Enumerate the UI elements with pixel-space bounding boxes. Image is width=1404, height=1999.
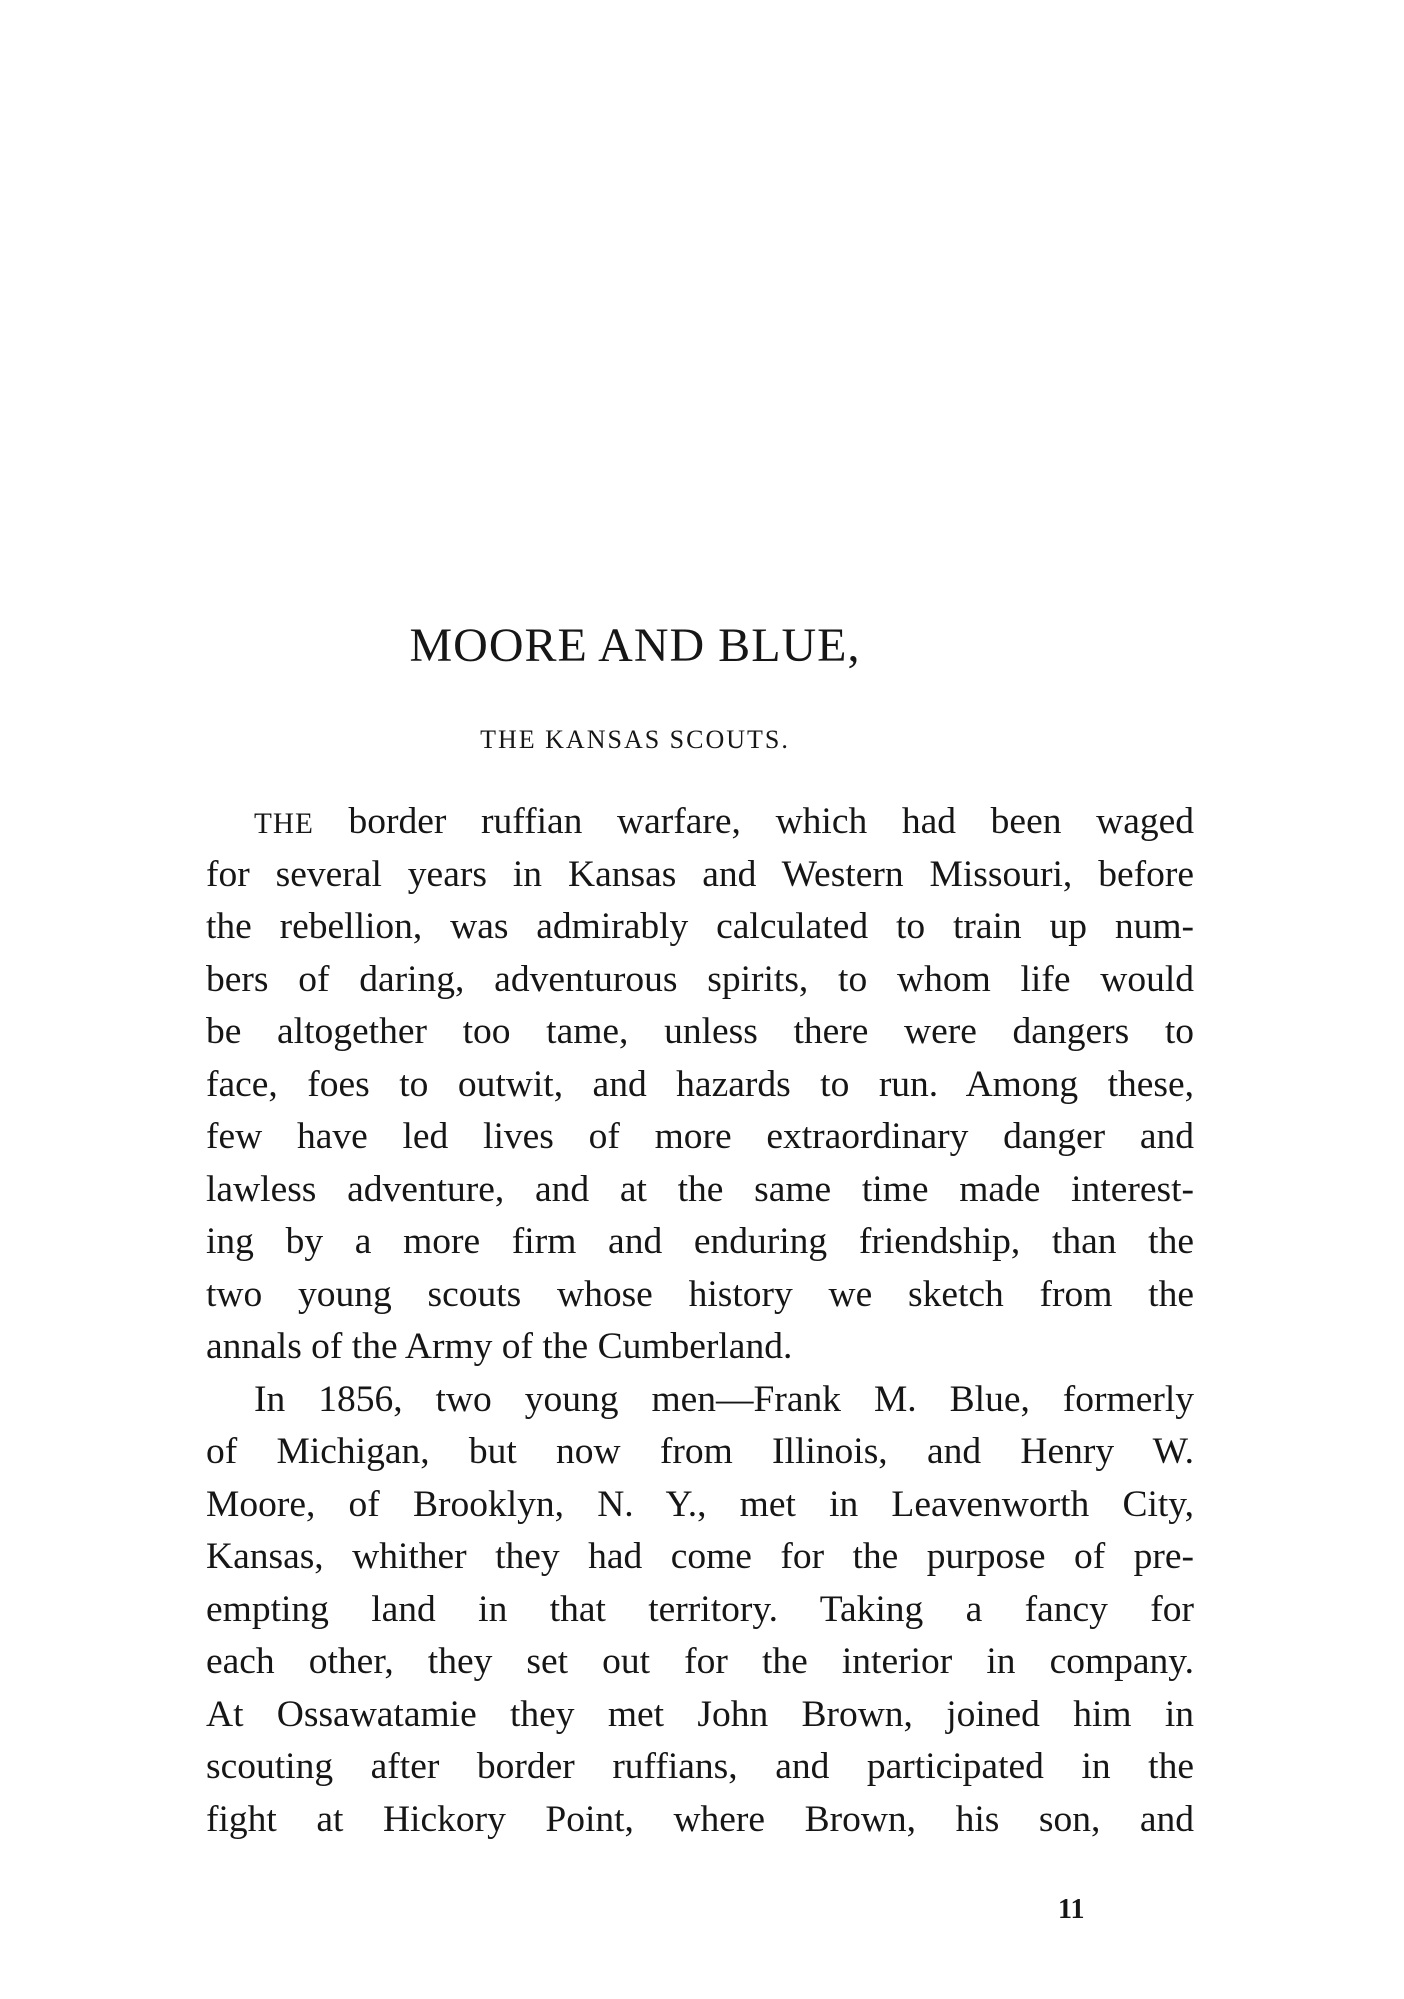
text-line: At Ossawatamie they met John Brown, joined him in — [206, 1693, 1194, 1735]
text-line-rest: border ruffian warfare, which had been waged — [313, 801, 1194, 842]
text-line: each other, they set out for the interior in company. — [206, 1641, 1194, 1682]
text-line: annals of the Army of the Cumberland. — [206, 1326, 793, 1367]
chapter-subtitle: THE KANSAS SCOUTS. — [480, 725, 790, 754]
text-line — [206, 796, 1194, 849]
text-line: scouting after border ruffians, and participated in the — [206, 1746, 1194, 1787]
text-line: of Michigan, but now from Illinois, and Henry W. — [206, 1431, 1194, 1472]
text-line: Moore, of Brooklyn, N. Y., met in Leavenworth City, — [206, 1483, 1194, 1525]
chapter-title: MOORE AND BLUE, — [409, 619, 861, 672]
text-line: for several years in Kansas and Western Missouri, before — [206, 853, 1194, 895]
text-line: few have led lives of more extraordinary danger and — [206, 1116, 1194, 1157]
text-line: bers of daring, adventurous spirits, to whom life would — [206, 958, 1194, 1000]
text-line: lawless adventure, and at the same time made interest- — [206, 1168, 1194, 1210]
text-line: fight at Hickory Point, where Brown, his son, and — [206, 1798, 1194, 1840]
text-line: two young scouts whose history we sketch from the — [206, 1273, 1194, 1315]
opening-word: THE — [254, 808, 314, 840]
text-line: empting land in that territory. Taking a fancy for — [206, 1588, 1194, 1630]
text-line: ing by a more firm and enduring friendship, than the — [206, 1221, 1194, 1262]
text-line: be altogether too tame, unless there were dangers to — [206, 1011, 1194, 1052]
text-line: Kansas, whither they had come for the purpose of pre- — [206, 1536, 1194, 1577]
text-line: In 1856, two young men—Frank M. Blue, formerly — [254, 1378, 1194, 1420]
page-number: 11 — [1058, 1894, 1085, 1925]
body-text — [206, 796, 1194, 1846]
text-line: face, foes to outwit, and hazards to run. Among these, — [206, 1063, 1194, 1105]
text-line: the rebellion, was admirably calculated to train up num- — [206, 906, 1194, 947]
